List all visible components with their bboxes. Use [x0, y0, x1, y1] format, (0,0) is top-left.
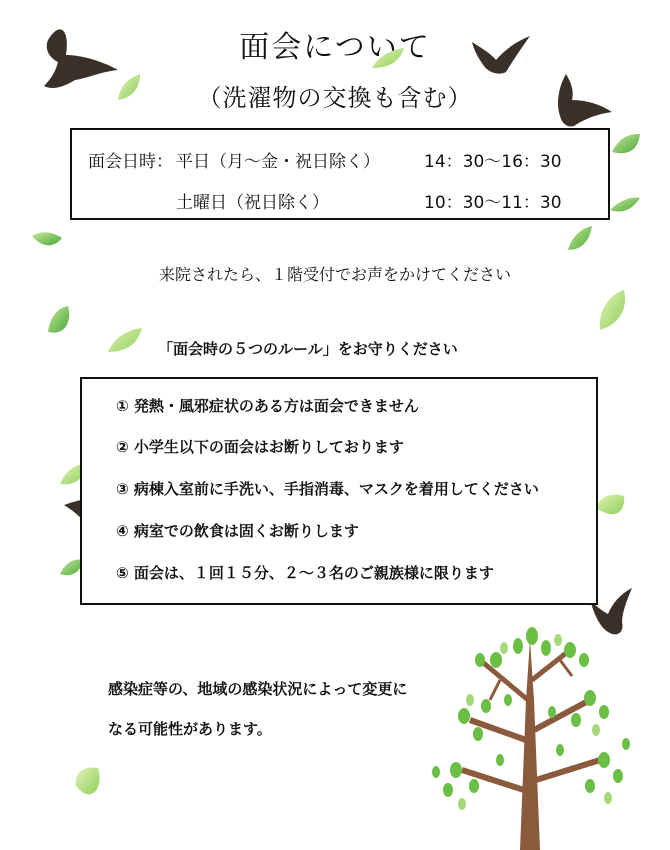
change-notice-line-1: 感染症等の、地域の感染状況によって変更に	[108, 680, 408, 698]
reception-notice: 来院されたら、１階受付でお声をかけてください	[158, 265, 511, 284]
rule-item-5: ⑤ 面会は、１回１５分、２～３名のご親族様に限ります	[116, 564, 494, 582]
visiting-hours-box	[70, 128, 610, 220]
rule-item-2: ② 小学生以下の面会はお断りしております	[116, 438, 404, 456]
rule-item-4: ④ 病室での飲食は固くお断りします	[116, 522, 359, 540]
rules-heading: 「面会時の５つのルール」をお守りください	[158, 340, 458, 358]
saturday-label: 土曜日（祝日除く）	[176, 193, 329, 213]
rule-item-3: ③ 病棟入室前に手洗い、手指消毒、マスクを着用してください	[116, 480, 539, 498]
rules-box	[80, 377, 598, 605]
page-subtitle: （洗濯物の交換も含む）	[197, 84, 473, 112]
rule-item-1: ① 発熱・風邪症状のある方は面会できません	[116, 397, 419, 415]
weekday-time: 14：30～16：30	[424, 152, 562, 172]
change-notice-line-2: なる可能性があります。	[108, 720, 272, 738]
page-title: 面会について	[239, 30, 431, 65]
tree-illustration	[432, 627, 630, 850]
saturday-time: 10：30～11：30	[424, 193, 562, 213]
weekday-label: 平日（月～金・祝日除く）	[176, 152, 380, 172]
visiting-hours-label: 面会日時：	[88, 152, 173, 172]
